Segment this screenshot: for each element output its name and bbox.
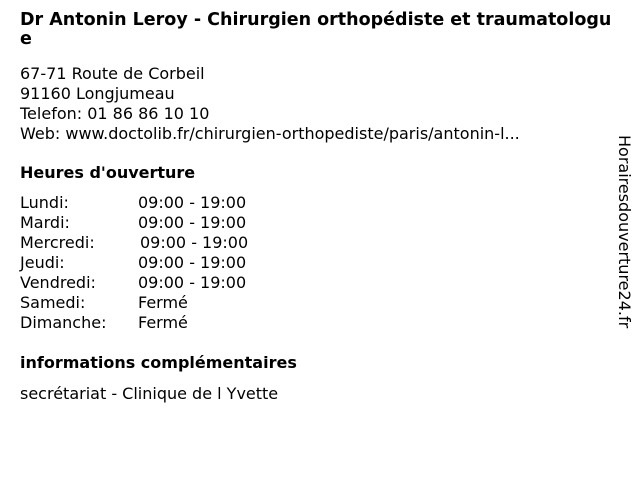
website-link[interactable]: Web: www.doctolib.fr/chirurgien-orthopediste/paris/antonin-l... (20, 124, 520, 143)
additional-info-heading: informations complémentaires (20, 353, 297, 372)
day-label: Mardi: (20, 213, 70, 232)
day-label: Dimanche: (20, 313, 107, 332)
additional-info-text: secrétariat - Clinique de l Yvette (20, 384, 279, 403)
hours-value: 09:00 - 19:00 (138, 253, 247, 272)
address-block (20, 64, 520, 144)
hours-value: 09:00 - 19:00 (138, 213, 247, 232)
hours-row-mercredi (20, 233, 320, 253)
hours-row-vendredi (20, 273, 320, 293)
city-postal: 91160 Longjumeau (20, 84, 175, 103)
hours-row-samedi (20, 293, 320, 313)
day-label: Lundi: (20, 193, 69, 212)
hours-value: 09:00 - 19:00 (138, 273, 247, 292)
day-label: Samedi: (20, 293, 86, 312)
hours-value: Fermé (138, 293, 188, 312)
day-label: Vendredi: (20, 273, 96, 292)
phone-number: Telefon: 01 86 86 10 10 (20, 104, 210, 123)
site-watermark: Horairesdouverture24.fr (615, 135, 634, 329)
hours-row-lundi (20, 193, 320, 213)
opening-hours-heading: Heures d'ouverture (20, 163, 196, 182)
day-label: Jeudi: (20, 253, 65, 272)
day-label: Mercredi: (20, 233, 95, 252)
hours-row-dimanche (20, 313, 320, 333)
street-address: 67-71 Route de Corbeil (20, 64, 205, 83)
page-title: Dr Antonin Leroy - Chirurgien orthopédiste et traumatologue (20, 10, 612, 49)
hours-value: Fermé (138, 313, 188, 332)
hours-value: 09:00 - 19:00 (140, 233, 249, 252)
hours-row-jeudi (20, 253, 320, 273)
hours-value: 09:00 - 19:00 (138, 193, 247, 212)
opening-hours-table (20, 193, 320, 333)
hours-row-mardi (20, 213, 320, 233)
